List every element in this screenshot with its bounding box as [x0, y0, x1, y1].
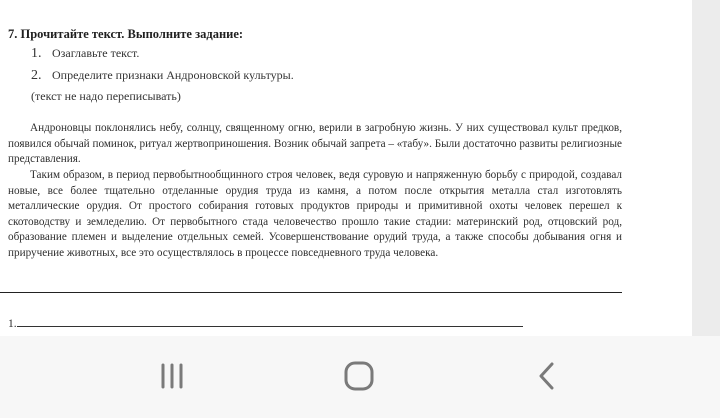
divider-line [0, 292, 622, 293]
paragraph-2: Таким образом, в период первобытнообщинного строя человек, ведя суровую и напряженную борьбу с природой, создавал новые, все более тщательно отделанные орудия труда из камня, а потом после открытия металла стал изготовлять металлические орудия. От простого собирания готовых продуктов природы и примитивной охоты человек перешел к скотоводству и земледелию. От первобытного стада человечество прошло такие стадии: материнский род, отцовский род, образование племен и выделение отдельных семей. Усовершенствование орудий труда, а также способы добывания огня и приручение животных, все это осуществлялось в процессе повседневного труда человека. [8, 169, 622, 259]
scrollbar-track[interactable] [692, 0, 720, 336]
android-navigation-bar [0, 336, 720, 418]
home-button[interactable] [339, 358, 379, 394]
back-icon [535, 361, 559, 391]
answer-label: 1. [8, 318, 17, 330]
task-title: 7. Прочитайте текст. Выполните задание: [8, 27, 244, 41]
task-item-2-text: Определите признаки Андроновской культуры. [52, 68, 294, 82]
recents-icon [157, 362, 187, 390]
task-item-1-text: Озаглавьте текст. [52, 46, 140, 60]
task-item-1-number: 1. [31, 46, 42, 61]
task-item-2-number: 2. [31, 68, 42, 83]
answer-blank [17, 316, 523, 327]
answer-line [8, 316, 523, 330]
task-note: (текст не надо переписывать) [31, 89, 181, 103]
back-button[interactable] [527, 358, 567, 394]
recents-button[interactable] [152, 358, 192, 394]
task-item-2 [31, 68, 294, 84]
paragraph-1: Андроновцы поклонялись небу, солнцу, священному огню, верили в загробную жизнь. У них существовал культ предков, появился обычай поминок, ритуал жертвоприношения. Возник обычай запрета – «табу». Были достаточно развиты религиозные представления. [8, 122, 622, 166]
home-icon [342, 360, 376, 392]
task-item-1 [31, 46, 139, 62]
